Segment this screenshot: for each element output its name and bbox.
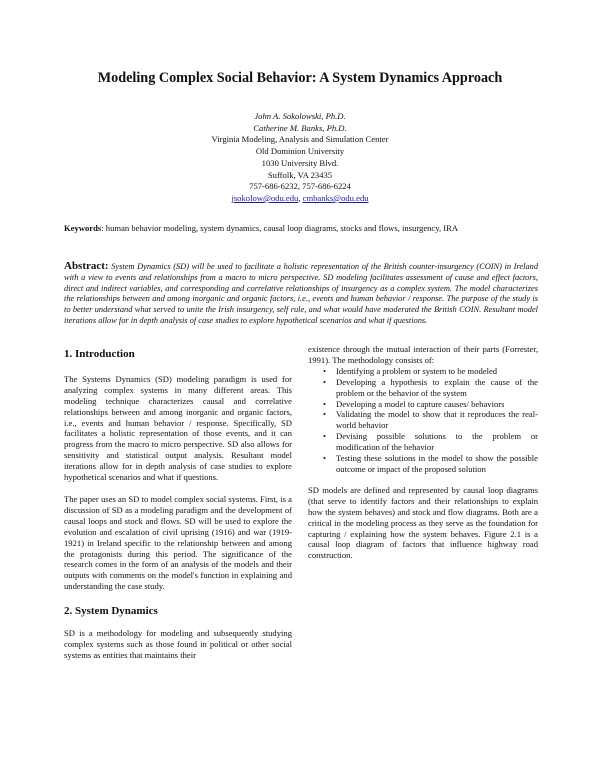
keywords-text: human behavior modeling, system dynamics, causal loop diagrams, stocks and flows, insurgency, IRA: [105, 223, 459, 233]
abstract-text: System Dynamics (SD) will be used to facilitate a holistic representation of the British counter-insurgency (COIN) in Ireland with a view to events and relationships from a macro to micro perspective. SD modeling facilitates assessment of cause and effect factors, direct and indirect variables, and corresponding and correlative relationships of insurgency as a complex system. The model characterizes the relationships between and among inorganic and organic factors, i.e., events and human behavior / response. The purpose of the study is to better understand what served to unite the Irish insurgency, self rule, and what would have moderated the British COIN. Resultant model iterations allow for in depth analysis of case studies to explore hypothetical scenarios and what if questions.: [64, 262, 539, 325]
list-item: • Identifying a problem or system to be modeled: [308, 366, 538, 377]
author-block: [0, 111, 600, 205]
paper-title: Modeling Complex Social Behavior: A System Dynamics Approach: [97, 70, 503, 86]
right-column: [308, 344, 538, 561]
list-item: • Developing a model to capture causes/ behaviors: [308, 399, 538, 410]
list-item: • Testing these solutions in the model to show the possible outcome or impact of the proposed solution: [308, 453, 538, 475]
list-item: • Developing a hypothesis to explain the cause of the problem or the behavior of the system: [308, 377, 538, 399]
author-name: Catherine M. Banks, Ph.D.: [253, 122, 347, 133]
paragraph: existence through the mutual interaction of their parts (Forrester, 1991). The methodology consists of:: [308, 344, 538, 365]
list-item: • Validating the model to show that it reproduces the real-world behavior: [308, 409, 538, 431]
phone-line: 757-686-6232, 757-686-6224: [249, 181, 351, 192]
affiliation-line: Suffolk, VA 23435: [267, 169, 333, 180]
affiliation-line: Virginia Modeling, Analysis and Simulation Center: [211, 134, 389, 145]
keywords: Keywords: human behavior modeling, system dynamics, causal loop diagrams, stocks and flows, insurgency, IRA: [64, 223, 459, 233]
email-link[interactable]: jsokolow@odu.edu: [231, 192, 299, 203]
paragraph: SD models are defined and represented by causal loop diagrams (that serve to identify factors and their relationships to explain how the system behaves) and stock and flow diagrams. Both are a critical in the modeling process as they serve as the foundation for capturing / explaining how the system behaves. Figure 2.1 is a causal loop diagram of factors that influence highway road construction.: [308, 484, 538, 561]
email-line: jsokolow@odu.edu, cmbanks@odu.edu: [231, 192, 369, 203]
list-item: • Devising possible solutions to the problem or modification of the behavior: [308, 431, 538, 453]
methodology-list: [308, 366, 538, 475]
paragraph: The paper uses an SD to model complex social systems. First, is a discussion of SD as a modeling paradigm and the development of causal loops and stock and flows. SD will be used to explore the evolution and escalation of civil uprising (1916) and war (1919-1921) in Ireland specific to the relationship between and among the protagonists during this period. The significance of the research comes in the form of an analysis of the models and their outputs with comments on the model's function in explaining and understanding the case study.: [64, 493, 292, 592]
left-column: [64, 349, 292, 661]
paragraph: The Systems Dynamics (SD) modeling paradigm is used for analyzing complex systems in many different areas. This modeling technique characterizes causal and correlative relationships between and among inorganic and organic factors, i.e., events and human behavior / response. Specifically, SD facilitates a holistic representation of those events, and it can progress from the macro to micro perspective. SD also allows for sensitivity and statistical output analysis. Resultant model iterations allow for in depth analysis of case studies to explore hypothetical scenarios and what if questions.: [64, 373, 292, 483]
keywords-label: Keywords: [64, 223, 102, 233]
section-heading: 1. Introduction: [64, 348, 135, 360]
author-name: John A. Sokolowski, Ph.D.: [254, 111, 346, 121]
paragraph: SD is a methodology for modeling and subsequently studying complex systems such as those found in political or other social systems as entities that maintains their: [64, 628, 292, 660]
abstract: [64, 261, 538, 327]
abstract-label: Abstract:: [64, 260, 109, 272]
section-heading: 2. System Dynamics: [64, 605, 158, 618]
email-link[interactable]: cmbanks@odu.edu: [302, 192, 369, 203]
affiliation-line: Old Dominion University: [255, 146, 345, 157]
affiliation-line: 1030 University Blvd.: [261, 157, 339, 168]
